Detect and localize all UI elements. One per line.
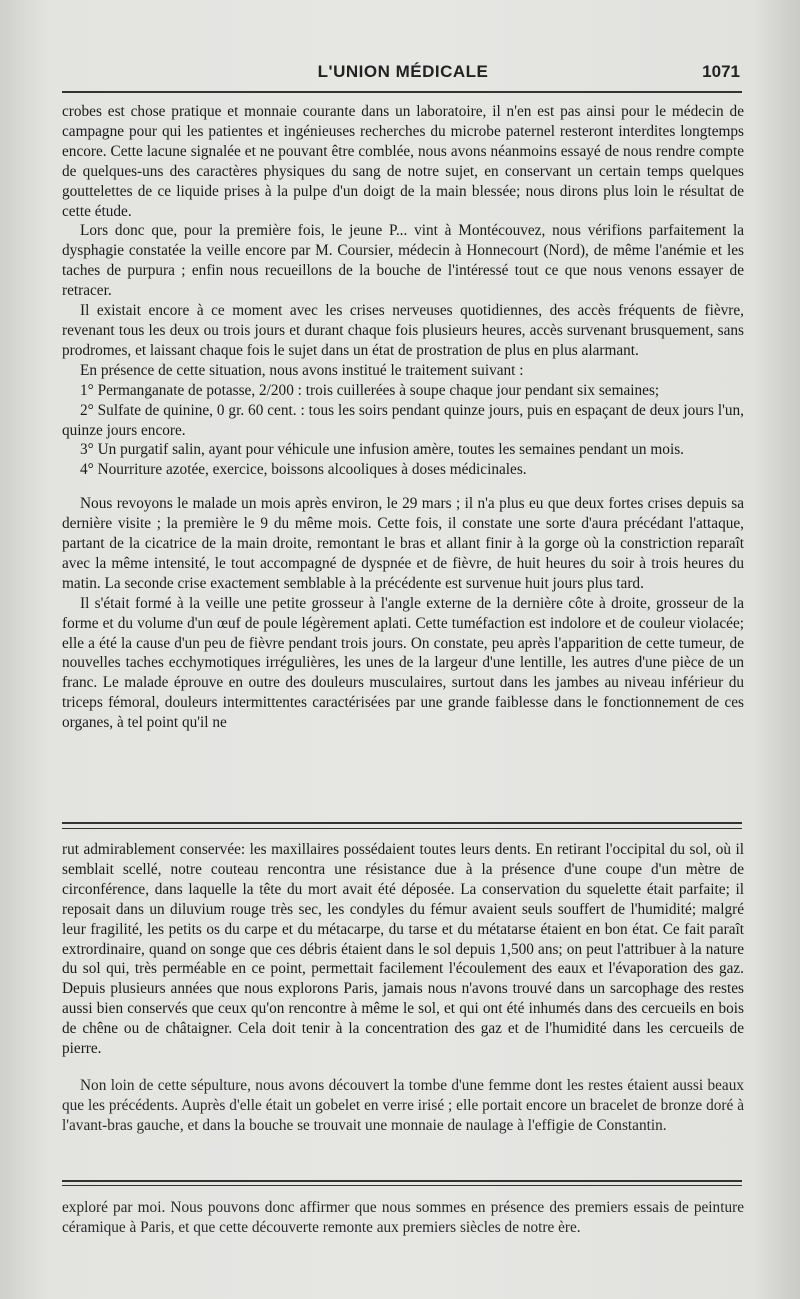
- section-rule: [62, 1185, 742, 1186]
- paragraph: Nous revoyons le malade un mois après environ, le 29 mars ; il n'a plus eu que deux fortes crises depuis sa dernière visite ; la première le 9 du même mois. Cette fois, il constate une sorte d'aura précédant l'attaque, partant de la cicatrice de la main droite, remontant le bras et allant finir à la gorge où la constriction reparaît avec la même intensité, le tout accompagné de dyspnée et de fièvre, de huit heures du soir à trois heures du matin. La seconde crise exactement semblable à la précédente est survenue huit jours plus tard.: [62, 495, 744, 592]
- header-rule: [62, 91, 742, 93]
- list-item: 3° Un purgatif salin, ayant pour véhicule une infusion amère, toutes les semaines pendant un mois.: [80, 441, 684, 459]
- footnote-continuation: [62, 840, 744, 1059]
- list-item: 4° Nourriture azotée, exercice, boissons alcooliques à doses médicinales.: [80, 461, 527, 479]
- page-header: [62, 60, 744, 88]
- main-text: [62, 102, 744, 733]
- page-number: 1071: [702, 62, 740, 81]
- list-item: 1° Permanganate de potasse, 2/200 : trois cuillerées à soupe chaque jour pendant six semaines;: [80, 381, 660, 399]
- paragraph: exploré par moi. Nous pouvons donc affirmer que nous sommes en présence des premiers essais de peinture céramique à Paris, et que cette découverte remonte aux premiers siècles de notre ère.: [62, 1199, 744, 1237]
- paragraph: Il existait encore à ce moment avec les crises nerveuses quotidiennes, des accès fréquents de fièvre, revenant tous les deux ou trois jours et durant chaque fois plusieurs heures, accès survenant brusquement, sans prodromes, et laissant chaque fois le sujet dans un état de prostration de plus en plus alarmant.: [62, 302, 744, 359]
- paragraph: En présence de cette situation, nous avons institué le traitement suivant :: [80, 361, 524, 379]
- paragraph: Lors donc que, pour la première fois, le jeune P... vint à Montécouvez, nous vérifions parfaitement la dysphagie constatée la veille encore par M. Coursier, médecin à Honnecourt (Nord), de même l'anémie et les taches de purpura ; enfin nous recueillons de la bouche de l'intéressé tout ce que nous venons essayer de retracer.: [62, 222, 744, 300]
- section-rule: [62, 828, 742, 829]
- journal-title: L'UNION MÉDICALE: [317, 62, 489, 81]
- footnote-continuation: [62, 1198, 744, 1239]
- section-rule: [62, 1180, 742, 1182]
- paragraph: Non loin de cette sépulture, nous avons découvert la tombe d'une femme dont les restes étaient aussi beaux que les précédents. Auprès d'elle était un gobelet en verre irisé ; elle portait encore un bracelet de bronze doré à l'avant-bras gauche, et dans la bouche se trouvait une monnaie de naulage à l'effigie de Constantin.: [62, 1077, 744, 1134]
- footnote-paragraph: [62, 1076, 744, 1136]
- paragraph: crobes est chose pratique et monnaie courante dans un laboratoire, il n'en est pas ainsi pour le médecin de campagne pour qui les patientes et ingénieuses recherches du microbe paternel resteront interdites longtemps encore. Cette lacune signalée et ne pouvant être comblée, nous avons néanmoins essayé de nous rendre compte de quelques-uns des caractères physiques du sang de notre sujet, en conservant un certain temps quelques gouttelettes de ce liquide prises à la pulpe d'un doigt de la main blessée; nous dirons plus loin le résultat de cette étude.: [62, 103, 744, 220]
- list-item: 2° Sulfate de quinine, 0 gr. 60 cent. : tous les soirs pendant quinze jours, puis en espaçant de deux jours l'un, quinze jours encore.: [62, 401, 744, 439]
- paragraph: rut admirablement conservée: les maxillaires possédaient toutes leurs dents. En retirant l'occipital du sol, où il semblait scellé, notre couteau rencontra une résistance due à la présence d'une coupe d'un mètre de circonférence, dans laquelle la tête du mort avait été déposée. La conservation du squelette était parfaite; il reposait dans un diluvium rouge très sec, les condyles du fémur avaient seuls souffert de l'humidité; malgré leur fragilité, les petits os du carpe et du métacarpe, du tarse et du métatarse étaient en bon état. Ce fait paraît extrordinaire, quand on songe que ces débris étaient dans le sol depuis 1,500 ans; on peut l'attribuer à la nature du sol qui, très perméable en ce point, permettait facilement l'écoulement des eaux et l'évaporation des gaz. Depuis plusieurs années que nous explorons Paris, jamais nous n'avons trouvé dans un sarcophage des restes aussi bien conservés que ceux qu'on rencontre à même le sol, et qui ont été inhumés dans des cercueils en bois de chêne ou de châtaigner. Cela doit tenir à la concentration des gaz et de l'humidité dans les cercueils de pierre.: [62, 841, 744, 1058]
- paragraph: Il s'était formé à la veille une petite grosseur à l'angle externe de la dernière côte à droite, grosseur de la forme et du volume d'un œuf de poule légèrement aplati. Cette tuméfaction est indolore et de couleur violacée; elle a été la cause d'un peu de fièvre pendant trois jours. On constate, peu après l'apparition de cette tumeur, de nouvelles taches ecchymotiques irrégulières, les unes de la largeur d'une lentille, les autres d'une pièce de un franc. Le malade éprouve en outre des douleurs musculaires, surtout dans les jambes au niveau inférieur du triceps fémoral, douleurs intermittentes caractérisées par une grande faiblesse dans le fonctionnement de ces organes, à tel point qu'il ne: [62, 594, 744, 732]
- section-rule: [62, 822, 742, 824]
